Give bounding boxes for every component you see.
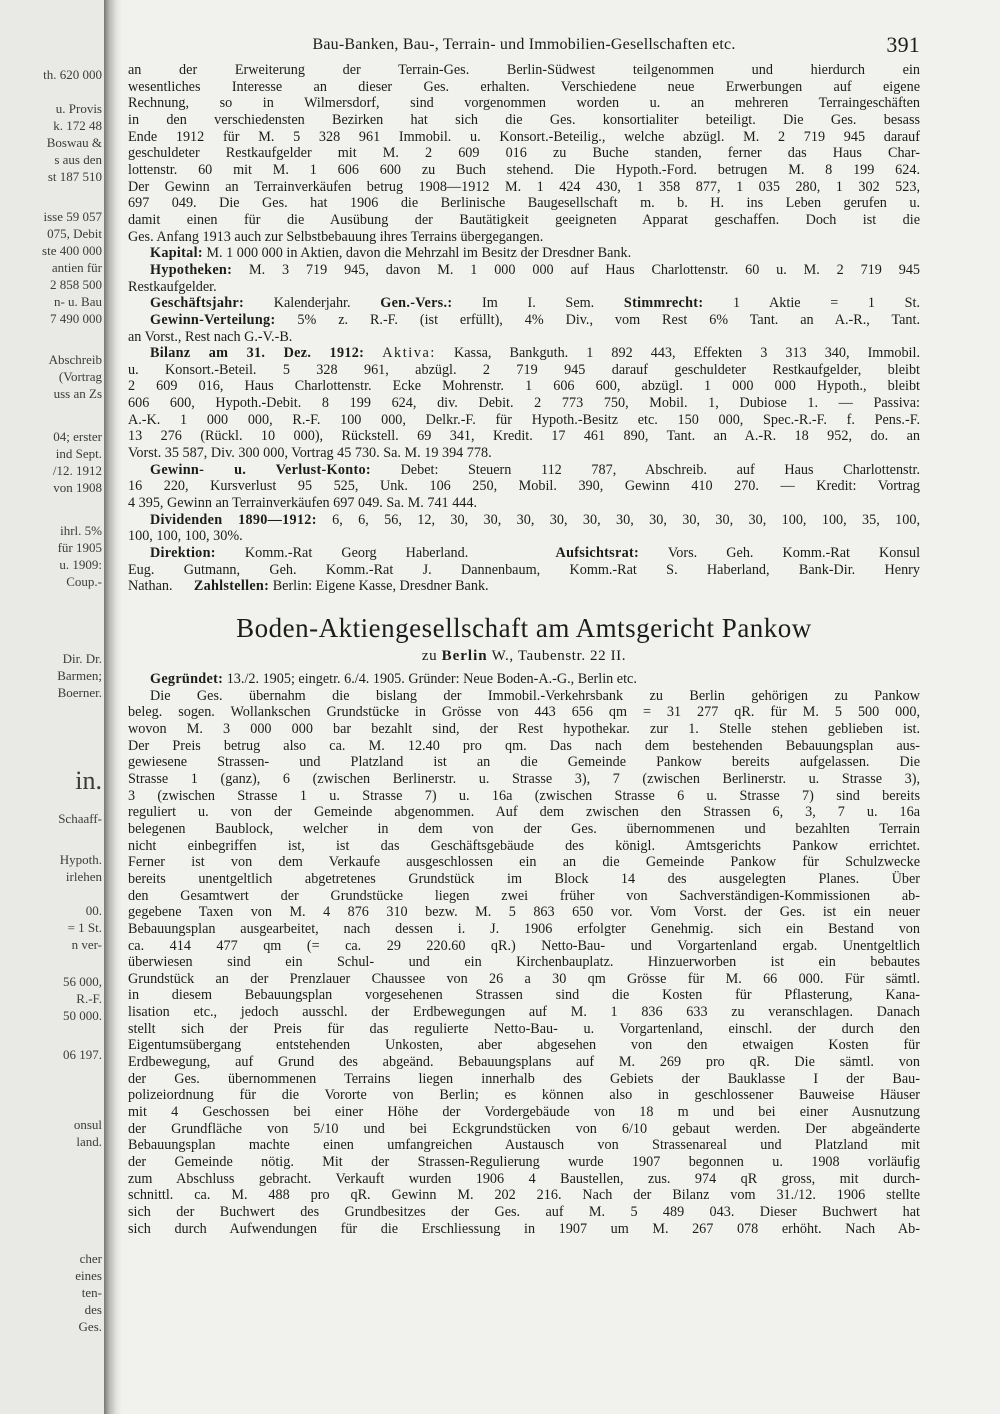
margin-fragment: Coup.- [66,574,102,589]
margin-fragment: Boswau & [46,135,102,150]
text-line: bereits unentgeltlich abgetretenes Grundstück im Block 14 des ausgelegten Planes. Über [128,870,920,887]
margin-fragment: Ges. [78,1319,102,1334]
text-line: geschuldeter Restkaufgelder mit M. 2 609 016 zu Buche standen, ferner das Haus Char- [128,145,920,162]
margin-fragment: von 1908 [53,480,102,495]
gen-vers-value: Im I. Sem. [482,295,595,312]
margin-fragment: des [84,1302,102,1317]
margin-fragment: 00. [85,903,102,918]
dividenden-entry [128,512,920,529]
margin-fragment: th. 620 000 [43,67,102,82]
direktion-label: Direktion: [150,545,216,562]
margin-fragment: eines [75,1268,102,1283]
stimmrecht-label: Stimmrecht: [623,295,704,312]
text-line: nicht einbegriffen ist, ist das Geschäftsgebäude des königl. Amtsgerichts Pankow errichtet. [128,837,920,854]
guv-entry [128,462,920,479]
gewinn-verteilung-label: Gewinn-Verteilung: [150,311,276,328]
margin-fragment: 04; erster [53,429,102,444]
margin-fragment: 075, Debit [47,226,102,241]
text-line: Ges. Anfang 1913 auch zur Selbstbebauung ihres Terrains übergegangen. [128,228,544,245]
text-line: der Grundfläche von 5/10 und bei Eckgrundstücken von 6/10 gebaut werden. Der abgeänderte [128,1120,920,1137]
address-city: Berlin [441,648,488,664]
gen-vers-label: Gen.-Vers.: [380,295,453,312]
margin-fragment: Boerner. [57,685,102,700]
text-line: ca. 414 477 qm (= ca. 29 220.60 qR.) Netto-Bau- und Vorgartenland ergab. Unentgeltlich [128,937,920,954]
text-line: sich durch Aufwendungen für die Erschliessung in 1907 um M. 267 078 erhöht. Nach Ab- [128,1220,920,1237]
hypotheken-label: Hypotheken: [150,261,233,278]
text-line: Eug. Gutmann, Geh. Komm.-Rat J. Dannenbaum, Komm.-Rat S. Haberland, Bank-Dir. Henry [128,561,920,578]
text-line: wesentliches Interesse an dieser Ges. erhalten. Verschiedene neue Erwerbungen auf eigene [128,78,920,95]
text-line: belegenen Baublock, welcher in dem von der Ges. übernommenen und bezahlten Terrain [128,820,920,837]
text-line: beleg. sogen. Wollankschen Grundstücke in Grösse von 443 656 qm = 31 277 qR. für M. 5 500 000, [128,704,920,721]
text-line: Ende 1912 für M. 5 328 961 Immobil. u. Konsort.-Beteilig., welche abzügl. M. 2 719 945 darauf [128,128,920,145]
zahlstellen-value: Berlin: Eigene Kasse, Dresdner Bank. [272,578,489,595]
running-head-title: Bau-Banken, Bau-, Terrain- und Immobilien-Gesellschaften etc. [312,36,736,53]
bilanz-value: Kassa, Bankguth. 1 892 443, Effekten 3 313 340, Immobil. [454,345,920,362]
text-line: Bebauungsplan machte einen umfangreichen Austausch von Strassenareal und Platzland mit [128,1137,920,1154]
margin-fragment: antien für [51,260,102,275]
kapital-value: M. 1 000 000 in Aktien, davon die Mehrzahl im Besitz der Dresdner Bank. [206,245,632,262]
zahlstellen-entry [128,578,920,595]
margin-fragment: /12. 1912 [52,463,102,478]
text-line: A.-K. 1 000 000, R.-F. 100 000, Delkr.-F. für Hypoth.-Besitz etc. 150 000, Spec.-R.-F. f. Pens.-F. [128,411,920,428]
margin-fragment: = 1 St. [67,920,102,935]
guv-label: Gewinn- u. Verlust-Konto: [150,461,371,478]
text-line: an Vorst., Rest nach G.-V.-B. [128,328,293,345]
margin-fragment: 56 000, [63,974,102,989]
text-line: Erdbewegung, auf Grund des abgeänd. Bebauungsplans auf M. 269 pro qR. Die sämtl. von [128,1054,920,1071]
page-number: 391 [886,32,920,57]
margin-fragment: Schaaff- [58,811,102,826]
facing-page-margin [0,0,108,1414]
text-line: wovon M. 3 000 000 bar bezahlt sind, der Rest hypothekar. zur 1. Stelle stehen geblieben ist. [128,720,920,737]
text-line: 16 220, Kursverlust 95 525, Unk. 106 250, Mobil. 390, Gewinn 410 270. — Kredit: Vortrag [128,478,920,495]
gewinn-verteilung-value: 5% z. R.-F. (ist erfüllt), 4% Div., vom Rest 6% Tant. an A.-R., Tant. [297,311,920,328]
text-line: zum Abschluss gebracht. Verkauft wurden 1906 4 Baustellen, zus. 974 qR gross, mit durch- [128,1170,920,1187]
text-line: schnittl. ca. M. 488 pro qR. Gewinn M. 202 216. Nach der Bilanz vom 31./12. 1906 stellte [128,1187,920,1204]
text-line: Der Gewinn an Terrainverkäufen betrug 1908—1912 M. 1 424 430, 1 358 877, 1 035 280, 1 302 523, [128,178,920,195]
margin-fragment: R.-F. [76,991,102,1006]
kapital-entry [128,245,920,262]
address-street: W., Taubenstr. 22 II. [491,648,627,664]
margin-fragment: land. [76,1134,102,1149]
aufsichtsrat-tail: Nathan. [128,578,173,595]
text-line: Vorst. 35 587, Div. 300 000, Vortrag 45 730. Sa. M. 19 394 778. [128,445,492,462]
text-line: Bebauungsplan ausgearbeitet, nach dessen i. J. 1906 erfolgter Genehmig. sich ein Bestand von [128,920,920,937]
text-line: polizeiordnung für die Vororte von Berlin; es können also in geschlossener Bauweise Häuser [128,1087,920,1104]
text-line: 606 600, Hypoth.-Debit. 8 199 624, div. Debit. 2 773 750, Mobil. 1, Dubiose 1. — Passiva: [128,395,920,412]
zahlstellen-label: Zahlstellen: [193,578,270,595]
margin-fragment: s aus den [54,152,102,167]
margin-fragment: uss an Zs [53,386,102,401]
text-line: damit einen für die Ausübung der Bautätigkeit geeigneten Apparat geschaffen. Doch ist die [128,211,920,228]
text-line: der Gemeinde nötig. Mit der Strassen-Regulierung wurde 1907 begonnen u. 1908 vorläufig [128,1154,920,1171]
text-line: in diesem Bebauungsplan vorgesehenen Strassen sind die Kosten für Pflasterung, Kana- [128,987,920,1004]
margin-fragment: u. 1909: [59,557,102,572]
margin-fragment: Hypoth. [59,852,102,867]
hypotheken-entry [128,262,920,279]
stimmrecht-value: 1 Aktie = 1 St. [733,295,921,312]
text-line: der Ges. übernommenen Terrains liegen innerhalb des Gebiets der Bauklasse I der Bau- [128,1070,920,1087]
text-line: gegebene Taxen von M. 4 876 310 bezw. M. 5 863 650 vor. Vom Vorst. der Ges. ist ein neuer [128,904,920,921]
text-line: an der Erweiterung der Terrain-Ges. Berlin-Südwest teilgenommen und hierdurch ein [128,62,920,78]
margin-fragment: in. [75,766,102,795]
gegruendet-label: Gegründet: [150,671,224,687]
gewinn-verteilung-entry [128,312,920,329]
hypotheken-value: M. 3 719 945, davon M. 1 000 000 auf Haus Charlottenstr. 60 u. M. 2 719 945 [249,261,921,278]
margin-fragment: ind Sept. [55,446,102,461]
margin-fragment: onsul [73,1117,102,1132]
margin-fragment: st 187 510 [47,169,102,184]
margin-fragment: 50 000. [63,1008,102,1023]
margin-fragment: isse 59 057 [43,209,102,224]
gegruendet-entry [128,671,920,688]
text-line: den Gesamtwert der Grundstücke liegen zwei früher von Sachverständigen-Kommissionen ab- [128,887,920,904]
geschaeftsjahr-label: Geschäftsjahr: [150,295,245,312]
gegruendet-value: 13./2. 1905; eingetr. 6./4. 1905. Gründer: Neue Boden-A.-G., Berlin etc. [226,671,637,687]
margin-fragment: n- u. Bau [53,294,102,309]
text-line: lottenstr. 60 mit M. 1 606 600 zu Buch stehend. Die Hypoth.-Ford. betrugen M. 8 199 624. [128,161,920,178]
margin-fragment: Barmen; [57,668,102,683]
margin-fragment: u. Provis [55,101,102,116]
text-line: 697 049. Die Ges. hat 1906 die Berlinische Baugesellschaft m. b. H. ins Leben gerufen u. [128,195,920,212]
running-head [128,32,920,62]
text-line: Restkaufgelder. [128,278,217,295]
text-line: Die Ges. übernahm die bislang der Immobil.-Verkehrsbank zu Berlin gehörigen zu Pankow [150,687,920,704]
text-line: 100, 100, 100, 30%. [128,528,243,545]
text-line: Ferner ist von dem Verkaufe ausgeschlossen ein an die Gemeinde Pankow für Schulzwecke [128,854,920,871]
geschaeftsjahr-value: Kalenderjahr. [273,295,351,312]
dividenden-value: 6, 6, 56, 12, 30, 30, 30, 30, 30, 30, 30, 30, 30, 30, 100, 100, 35, 100, [332,511,921,528]
text-line: Strasse 1 (ganz), 6 (zwischen Berlinerstr. u. Strasse 3), 7 (zwischen Berlinerstr. u. Strasse 3), [128,770,920,787]
margin-fragment: n ver- [71,937,102,952]
margin-fragment: irlehen [65,869,102,884]
margin-fragment: 06 197. [63,1047,102,1062]
text-line: 4 395, Gewinn an Terrainverkäufen 697 049. Sa. M. 741 444. [128,495,478,512]
margin-fragment: (Vortrag [58,369,102,384]
text-line: sich der Buchwert des Grundbesitzes der Ges. auf M. 5 489 043. Dieser Buchwert hat [128,1204,920,1220]
text-line: Rechnung, so in Wilmersdorf, sind vorgenommen worden u. an mehreren Terraingeschäften [128,95,920,112]
direktion-entry [128,545,920,562]
guv-value: Debet: Steuern 112 787, Abschreib. auf Haus Charlottenstr. [400,461,921,478]
book-gutter [104,0,122,1414]
bilanz-entry [128,345,920,362]
text-line: stellt sich der Preis für das regulierte Netto-Bau- u. Vorgartenland, einschl. der durch den [128,1020,920,1037]
margin-fragment: ten- [81,1285,102,1300]
company-title: Boden-Aktiengesellschaft am Amtsgericht Pankow [236,613,812,643]
dividenden-label: Dividenden 1890—1912: [150,511,317,528]
text-line: Grundstück an der Prenzlauer Chaussee von 26 a 30 qm Grösse für M. 66 000. Für sämtl. [128,970,920,987]
margin-fragment: Abschreib [48,352,102,367]
text-line: gewiesene Strassen- und Platzland ist an die Gemeinde Pankow bereits aufgelassen. Die [128,754,920,771]
direktion-value: Komm.-Rat Georg Haberland. [244,545,469,562]
meta-entry [128,295,920,312]
margin-fragment: 7 490 000 [50,311,102,326]
aufsichtsrat-value: Vors. Geh. Komm.-Rat Konsul [667,545,921,562]
company-address [128,648,920,665]
margin-fragment: Dir. Dr. [62,651,102,666]
text-line: 2 609 016, Haus Charlottenstr. Ecke Mohrenstr. 1 606 600, abzügl. 1 000 000 Hypoth., bleibt [128,378,920,395]
text-line: reguliert u. von der Gemeinde abgenommen. Auf dem zwischen den Strassen 6, 3, 7 u. 16a [128,804,920,821]
text-line: Der Preis betrug also ca. M. 12.40 pro qm. Das nach dem bestehenden Bebauungsplan aus- [128,737,920,754]
text-line: mit 4 Geschossen bei einer Höhe der Vordergebäude von 18 m und bei einer Ausnutzung [128,1104,920,1121]
margin-fragment: 2 858 500 [50,277,102,292]
page [128,32,921,1237]
address-prefix: zu [421,648,438,664]
margin-fragment: für 1905 [57,540,102,555]
kapital-label: Kapital: [150,245,203,262]
section-pankow [128,671,920,1237]
text-line: 3 (zwischen Strasse 1 u. Strasse 7) u. 16a (zwischen Strasse 6 u. Strasse 7) sind bereits [128,787,920,804]
section-terrain-company [128,62,920,595]
text-line: u. Konsort.-Beteil. 5 328 961, abzügl. 2 719 945 darauf geschuldeter Restkaufgelder, bleibt [128,361,920,378]
aufsichtsrat-label: Aufsichtsrat: [555,545,640,562]
text-line: lisation etc., jedoch ausschl. der Erdbewegungen auf M. 1 836 633 zu veranschlagen. Danach [128,1004,920,1021]
text-line: Eigentumsübergang entstehenden Unkosten, aber abgesehen von den etwaigen Kosten für [128,1037,920,1054]
text-line: überwiesen sind ein Schul- und ein Kirchenbauplatz. Hinzuerworben ist ein bebautes [128,954,920,971]
text-line: 13 276 (Rückl. 10 000), Rückstell. 69 341, Kredit. 17 461 890, Tant. an A.-R. 18 952, do. an [128,428,920,445]
bilanz-label: Bilanz am 31. Dez. 1912: [150,345,365,362]
margin-fragment: k. 172 48 [53,118,102,133]
text-line: in den verschiedensten Bezirken hat sich die Ges. konsortialiter beteiligt. Die Ges. besass [128,111,920,128]
margin-fragment: ste 400 000 [42,243,102,258]
margin-fragment: ihrl. 5% [60,523,102,538]
aktiva-label: Aktiva: [382,345,436,362]
margin-fragment: cher [79,1251,102,1266]
